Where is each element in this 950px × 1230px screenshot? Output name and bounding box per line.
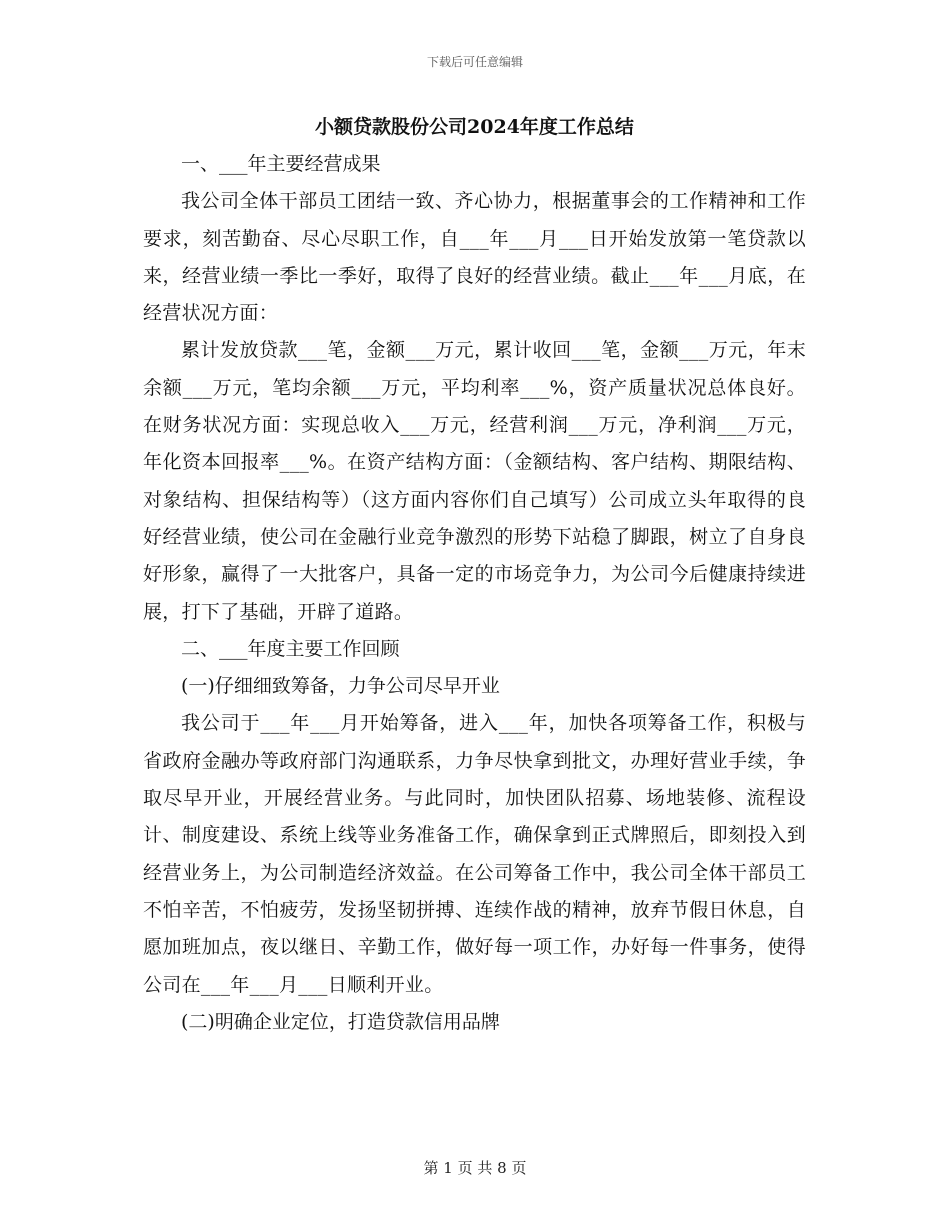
paragraph-2: 累计发放贷款___笔，金额___万元，累计收回___笔，金额___万元，年末余额___万元，笔均余额___万元，平均利率___%，资产质量状况总体良好。在财务状况方面：实现总收入___万元，经营利润___万元，净利润___万元，年化资本回报率___%。在资产结构方面：（金额结构、客户结构、期限结构、对象结构、担保结构等）（这方面内容你们自己填写）公司成立头年取得的良好经营业绩，使公司在金融行业竞争激烈的形势下站稳了脚跟，树立了自身良好形象，赢得了一大批客户，具备一定的市场竞争力，为公司今后健康持续进展，打下了基础，开辟了道路。 xyxy=(143,339,806,623)
subsection-heading-1: (一)仔细细致筹备，力争公司尽早开业 xyxy=(181,675,500,698)
section-heading-1: 一、___年主要经营成果 xyxy=(181,153,381,175)
paragraph-3: 我公司于___年___月开始筹备，进入___年，加快各项筹备工作，积极与省政府金融办等政府部门沟通联系，力争尽快拿到批文，办理好营业手续，争取尽早开业，开展经营业务。与此同时，加快团队招募、场地装修、流程设计、制度建设、系统上线等业务准备工作，确保拿到正式牌照后，即刻投入到经营业务上，为公司制造经济效益。在公司筹备工作中，我公司全体干部员工不怕辛苦，不怕疲劳，发扬坚韧拼搏、连续作战的精神，放弃节假日休息，自愿加班加点，夜以继日、辛勤工作，做好每一项工作，办好每一件事务，使得公司在___年___月___日顺利开业。 xyxy=(143,712,806,996)
section-heading-2: 二、___年度主要工作回顾 xyxy=(181,637,400,660)
document-title: 小额贷款股份公司2024年度工作总结 xyxy=(315,116,634,138)
header-note: 下载后可任意编辑 xyxy=(426,55,523,69)
paragraph-1: 我公司全体干部员工团结一致、齐心协力，根据董事会的工作精神和工作要求，刻苦勤奋、尽心尽职工作，自___年___月___日开始发放第一笔贷款以来，经营业绩一季比一季好，取得了良好的经营业绩。截止___年___月底，在经营状况方面： xyxy=(143,190,806,325)
subsection-heading-2: (二)明确企业定位，打造贷款信用品牌 xyxy=(181,1010,500,1033)
document-body xyxy=(143,108,806,1041)
page-number-footer: 第 1 页 共 8 页 xyxy=(423,1159,527,1177)
